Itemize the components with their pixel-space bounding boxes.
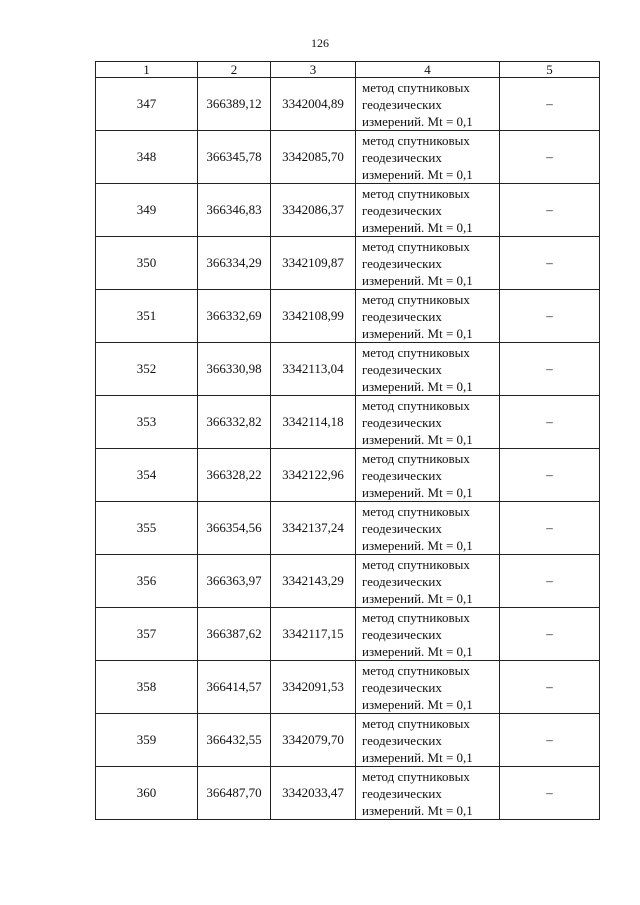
point-number-cell: 356	[96, 555, 198, 608]
x-coordinate-cell: 366363,97	[198, 555, 271, 608]
point-number-cell: 357	[96, 608, 198, 661]
point-number-cell: 350	[96, 237, 198, 290]
method-line: метод спутниковых	[362, 291, 470, 307]
x-coordinate-cell: 366328,22	[198, 449, 271, 502]
x-coordinate-cell: 366346,83	[198, 184, 271, 237]
method-line: измерений. Mt = 0,1	[362, 643, 473, 659]
method-line: геодезических	[362, 467, 442, 483]
table-row	[96, 237, 600, 290]
note-cell: –	[500, 237, 600, 290]
method-line: геодезических	[362, 255, 442, 271]
method-cell	[356, 78, 500, 131]
note-cell: –	[500, 608, 600, 661]
y-coordinate-cell: 3342117,15	[271, 608, 356, 661]
column-header-4: 4	[356, 62, 500, 78]
method-line: метод спутниковых	[362, 185, 470, 201]
method-line: метод спутниковых	[362, 132, 470, 148]
table-row	[96, 502, 600, 555]
method-line: метод спутниковых	[362, 609, 470, 625]
method-cell	[356, 502, 500, 555]
method-cell	[356, 396, 500, 449]
point-number-cell: 349	[96, 184, 198, 237]
table-row	[96, 555, 600, 608]
table-row	[96, 290, 600, 343]
column-header-5: 5	[500, 62, 600, 78]
table-row	[96, 131, 600, 184]
point-number-cell: 359	[96, 714, 198, 767]
note-cell: –	[500, 396, 600, 449]
note-cell: –	[500, 767, 600, 820]
method-line: измерений. Mt = 0,1	[362, 431, 473, 447]
header-row	[96, 62, 600, 78]
table-row	[96, 343, 600, 396]
y-coordinate-cell: 3342108,99	[271, 290, 356, 343]
method-line: геодезических	[362, 361, 442, 377]
note-cell: –	[500, 502, 600, 555]
method-line: измерений. Mt = 0,1	[362, 802, 473, 818]
method-line: измерений. Mt = 0,1	[362, 272, 473, 288]
method-line: метод спутниковых	[362, 662, 470, 678]
method-cell	[356, 767, 500, 820]
method-line: геодезических	[362, 308, 442, 324]
note-cell: –	[500, 449, 600, 502]
column-header-2: 2	[198, 62, 271, 78]
table-row	[96, 449, 600, 502]
note-cell: –	[500, 343, 600, 396]
note-cell: –	[500, 555, 600, 608]
method-cell	[356, 555, 500, 608]
point-number-cell: 358	[96, 661, 198, 714]
note-cell: –	[500, 290, 600, 343]
x-coordinate-cell: 366387,62	[198, 608, 271, 661]
method-line: измерений. Mt = 0,1	[362, 749, 473, 765]
x-coordinate-cell: 366330,98	[198, 343, 271, 396]
y-coordinate-cell: 3342033,47	[271, 767, 356, 820]
method-line: метод спутниковых	[362, 556, 470, 572]
x-coordinate-cell: 366432,55	[198, 714, 271, 767]
table-row	[96, 767, 600, 820]
method-cell	[356, 714, 500, 767]
table-row	[96, 608, 600, 661]
method-line: измерений. Mt = 0,1	[362, 166, 473, 182]
method-line: геодезических	[362, 520, 442, 536]
method-line: геодезических	[362, 414, 442, 430]
method-cell	[356, 290, 500, 343]
method-cell	[356, 131, 500, 184]
method-line: метод спутниковых	[362, 715, 470, 731]
method-cell	[356, 608, 500, 661]
method-line: геодезических	[362, 679, 442, 695]
method-line: геодезических	[362, 202, 442, 218]
method-line: геодезических	[362, 573, 442, 589]
method-cell	[356, 237, 500, 290]
point-number-cell: 352	[96, 343, 198, 396]
method-line: измерений. Mt = 0,1	[362, 590, 473, 606]
method-line: измерений. Mt = 0,1	[362, 219, 473, 235]
y-coordinate-cell: 3342079,70	[271, 714, 356, 767]
note-cell: –	[500, 184, 600, 237]
point-number-cell: 360	[96, 767, 198, 820]
point-number-cell: 351	[96, 290, 198, 343]
table-body	[96, 78, 600, 820]
point-number-cell: 354	[96, 449, 198, 502]
method-line: геодезических	[362, 732, 442, 748]
x-coordinate-cell: 366345,78	[198, 131, 271, 184]
note-cell: –	[500, 131, 600, 184]
table-row	[96, 78, 600, 131]
y-coordinate-cell: 3342113,04	[271, 343, 356, 396]
x-coordinate-cell: 366414,57	[198, 661, 271, 714]
point-number-cell: 348	[96, 131, 198, 184]
method-cell	[356, 184, 500, 237]
method-line: геодезических	[362, 149, 442, 165]
page-number: 126	[311, 36, 329, 50]
y-coordinate-cell: 3342122,96	[271, 449, 356, 502]
method-line: измерений. Mt = 0,1	[362, 537, 473, 553]
note-cell: –	[500, 714, 600, 767]
x-coordinate-cell: 366354,56	[198, 502, 271, 555]
x-coordinate-cell: 366389,12	[198, 78, 271, 131]
method-line: метод спутниковых	[362, 503, 470, 519]
method-line: метод спутниковых	[362, 238, 470, 254]
method-line: метод спутниковых	[362, 450, 470, 466]
method-line: измерений. Mt = 0,1	[362, 325, 473, 341]
method-line: метод спутниковых	[362, 79, 470, 95]
y-coordinate-cell: 3342004,89	[271, 78, 356, 131]
y-coordinate-cell: 3342085,70	[271, 131, 356, 184]
table-row	[96, 714, 600, 767]
table-row	[96, 661, 600, 714]
note-cell: –	[500, 78, 600, 131]
y-coordinate-cell: 3342114,18	[271, 396, 356, 449]
x-coordinate-cell: 366332,69	[198, 290, 271, 343]
point-number-cell: 347	[96, 78, 198, 131]
method-line: метод спутниковых	[362, 344, 470, 360]
method-line: геодезических	[362, 96, 442, 112]
point-number-cell: 353	[96, 396, 198, 449]
method-line: измерений. Mt = 0,1	[362, 484, 473, 500]
column-header-3: 3	[271, 62, 356, 78]
x-coordinate-cell: 366334,29	[198, 237, 271, 290]
method-cell	[356, 343, 500, 396]
y-coordinate-cell: 3342143,29	[271, 555, 356, 608]
method-line: метод спутниковых	[362, 768, 470, 784]
method-cell	[356, 449, 500, 502]
method-line: измерений. Mt = 0,1	[362, 696, 473, 712]
table-row	[96, 184, 600, 237]
note-cell: –	[500, 661, 600, 714]
y-coordinate-cell: 3342109,87	[271, 237, 356, 290]
table-row	[96, 396, 600, 449]
point-number-cell: 355	[96, 502, 198, 555]
y-coordinate-cell: 3342086,37	[271, 184, 356, 237]
column-header-1: 1	[96, 62, 198, 78]
x-coordinate-cell: 366332,82	[198, 396, 271, 449]
method-line: измерений. Mt = 0,1	[362, 113, 473, 129]
x-coordinate-cell: 366487,70	[198, 767, 271, 820]
y-coordinate-cell: 3342137,24	[271, 502, 356, 555]
method-line: геодезических	[362, 785, 442, 801]
method-cell	[356, 661, 500, 714]
method-line: геодезических	[362, 626, 442, 642]
coordinates-table	[95, 61, 600, 820]
method-line: измерений. Mt = 0,1	[362, 378, 473, 394]
method-line: метод спутниковых	[362, 397, 470, 413]
y-coordinate-cell: 3342091,53	[271, 661, 356, 714]
